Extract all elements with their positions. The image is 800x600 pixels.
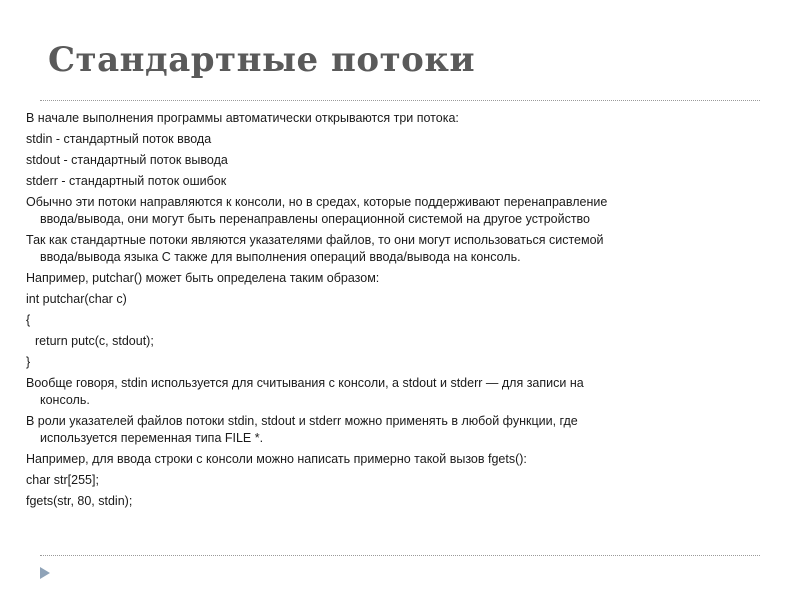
page-title: Стандартные потоки (48, 40, 476, 80)
footer-divider (40, 555, 760, 556)
triangle-right-icon (40, 567, 50, 579)
paragraph-line: В начале выполнения программы автоматически открываются три потока: (26, 111, 459, 125)
code-line-open-brace (26, 312, 766, 329)
paragraph-intro (26, 110, 766, 127)
paragraph-file-pointers (26, 413, 766, 447)
code-line-signature (26, 291, 766, 308)
paragraph-line-continued: консоль. (40, 393, 90, 407)
paragraph-putchar-intro (26, 270, 766, 287)
paragraph-fgets-intro (26, 451, 766, 468)
paragraph-line: В роли указателей файлов потоки stdin, stdout и stderr можно применять в любой функции, где (26, 414, 578, 428)
title-divider (40, 100, 760, 101)
paragraph-line: stderr - стандартный поток ошибок (26, 174, 227, 188)
paragraph-line: { (26, 313, 31, 327)
paragraph-line-continued: ввода/вывода языка С также для выполнения операций ввода/вывода на консоль. (40, 250, 521, 264)
code-line-declaration (26, 472, 766, 489)
paragraph-line: int putchar(char c) (26, 292, 127, 306)
paragraph-line: Обычно эти потоки направляются к консоли, но в средах, которые поддерживают перенаправление (26, 195, 608, 209)
paragraph-line: fgets(str, 80, stdin); (26, 494, 133, 508)
paragraph-stderr (26, 173, 766, 190)
paragraph-line: Например, для ввода строки с консоли можно написать примерно такой вызов fgets(): (26, 452, 527, 466)
paragraph-stdin (26, 131, 766, 148)
paragraph-line: stdin - стандартный поток ввода (26, 132, 212, 146)
paragraph-line: } (26, 355, 31, 369)
paragraph-line: Например, putchar() может быть определена таким образом: (26, 271, 380, 285)
code-line-close-brace (26, 354, 766, 371)
paragraph-line: stdout - стандартный поток вывода (26, 153, 228, 167)
paragraph-line-continued: используется переменная типа FILE *. (40, 431, 264, 445)
paragraph-usage (26, 375, 766, 409)
paragraph-redirect (26, 194, 766, 228)
paragraph-pointers (26, 232, 766, 266)
code-line-return (26, 333, 766, 350)
slide-body (26, 110, 766, 514)
paragraph-line: Вообще говоря, stdin используется для считывания с консоли, a stdout и stderr — для записи на (26, 376, 584, 390)
paragraph-line: char str[255]; (26, 473, 99, 487)
paragraph-line: return putc(c, stdout); (35, 334, 154, 348)
code-line-fgets-call (26, 493, 766, 510)
paragraph-line-continued: ввода/вывода, они могут быть перенаправлены операционной системой на другое устройство (40, 212, 591, 226)
paragraph-stdout (26, 152, 766, 169)
paragraph-line: Так как стандартные потоки являются указателями файлов, то они могут использоваться системой (26, 233, 604, 247)
